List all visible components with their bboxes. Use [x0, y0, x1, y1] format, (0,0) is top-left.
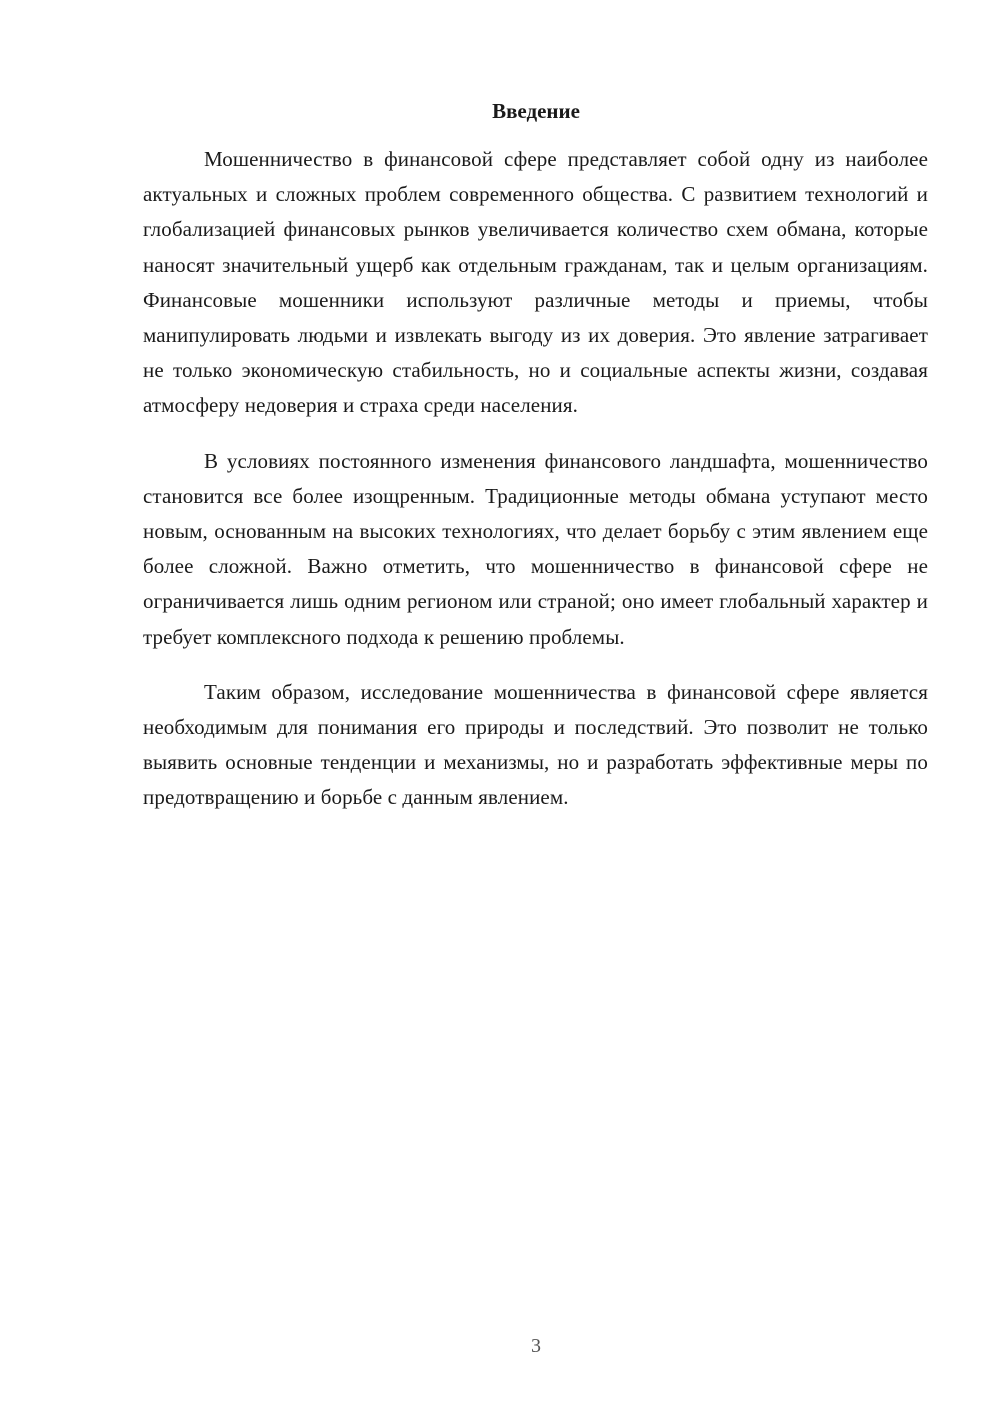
- paragraph-1: Мошенничество в финансовой сфере представляет собой одну из наиболее актуальных и сложных проблем современного общества. С развитием технологий и глобализацией финансовых рынков увеличивается количество схем обмана, которые наносят значительный ущерб как отдельным гражданам, так и целым организациям. Финансовые мошенники используют различные методы и приемы, чтобы манипулировать людьми и извлекать выгоду из их доверия. Это явление затрагивает не только экономическую стабильность, но и социальные аспекты жизни, создавая атмосферу недоверия и страха среди населения.: [143, 147, 928, 418]
- paragraph-2: В условиях постоянного изменения финансового ландшафта, мошенничество становится все более изощренным. Традиционные методы обмана уступают место новым, основанным на высоких технологиях, что делает борьбу с этим явлением еще более сложной. Важно отметить, что мошенничество в финансовой сфере не ограничивается лишь одним регионом или страной; оно имеет глобальный характер и требует комплексного подхода к решению проблемы.: [143, 448, 928, 649]
- document-body: [143, 142, 928, 836]
- page-number: 3: [531, 1335, 541, 1357]
- page-title: Введение: [492, 99, 580, 123]
- paragraph-3: Таким образом, исследование мошенничества в финансовой сфере является необходимым для понимания его природы и последствий. Это позволит не только выявить основные тенденции и механизмы, но и разработать эффективные меры по предотвращению и борьбе с данным явлением.: [143, 679, 928, 810]
